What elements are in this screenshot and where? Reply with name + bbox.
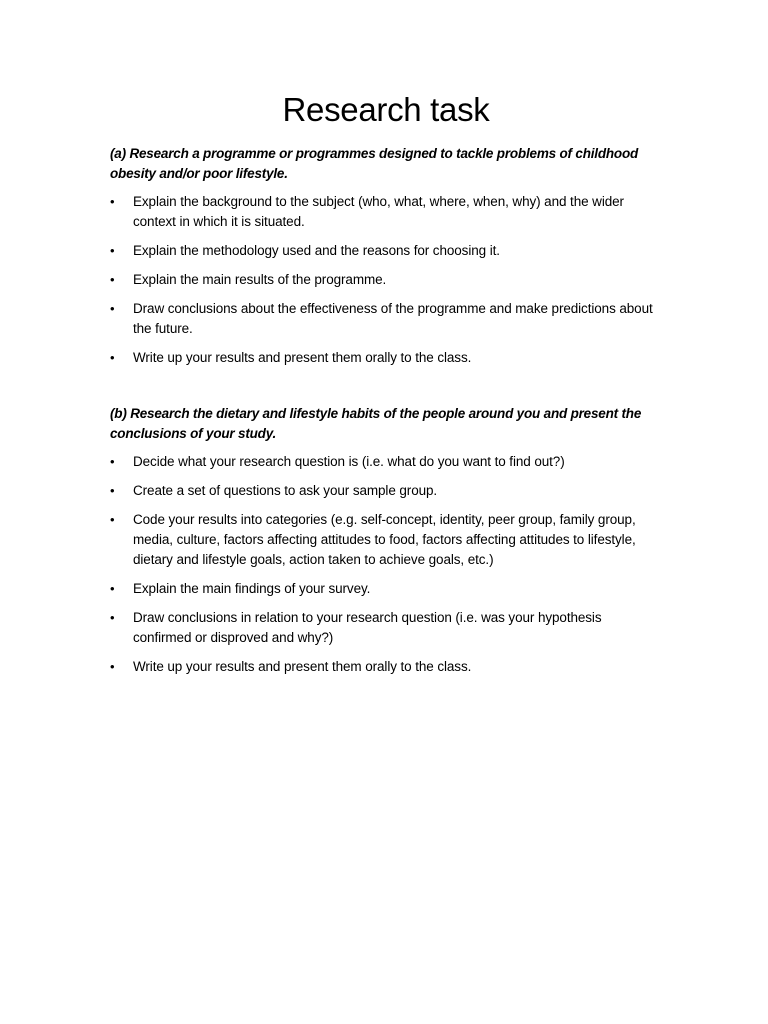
bullet-icon: • [110, 272, 115, 287]
list-item [110, 348, 662, 368]
bullet-icon: • [110, 659, 115, 674]
list-item-text: Code your results into categories (e.g. self-concept, identity, peer group, family group, media, culture, factors affecting attitudes to food, factors affecting attitudes to lifestyle, dietary and lifestyle goals, action taken to achieve goals, etc.) [133, 512, 636, 567]
list-item [110, 241, 662, 261]
list-item-text: Draw conclusions in relation to your research question (i.e. was your hypothesis confirmed or disproved and why?) [133, 610, 602, 645]
bullet-icon: • [110, 243, 115, 258]
page-title: Research task [282, 91, 490, 128]
document-page [110, 90, 662, 686]
list-item [110, 452, 662, 472]
bullet-list [110, 452, 662, 677]
section-a [110, 144, 662, 368]
list-item [110, 510, 662, 570]
bullet-icon: • [110, 512, 115, 527]
list-item-text: Explain the main findings of your survey. [133, 581, 371, 596]
list-item [110, 192, 662, 232]
bullet-icon: • [110, 483, 115, 498]
list-item [110, 270, 662, 290]
list-item-text: Write up your results and present them orally to the class. [133, 350, 472, 365]
section-heading: (b) Research the dietary and lifestyle habits of the people around you and present the conclusions of your study. [110, 406, 642, 441]
bullet-icon: • [110, 350, 115, 365]
bullet-icon: • [110, 581, 115, 596]
list-item [110, 657, 662, 677]
list-item-text: Draw conclusions about the effectiveness of the programme and make predictions about the future. [133, 301, 653, 336]
section-b [110, 404, 662, 677]
list-item-text: Create a set of questions to ask your sample group. [133, 483, 438, 498]
list-item-text: Decide what your research question is (i.e. what do you want to find out?) [133, 454, 565, 469]
list-item-text: Explain the methodology used and the reasons for choosing it. [133, 243, 500, 258]
list-item-text: Write up your results and present them orally to the class. [133, 659, 472, 674]
list-item [110, 608, 662, 648]
list-item-text: Explain the main results of the programme. [133, 272, 387, 287]
bullet-icon: • [110, 454, 115, 469]
bullet-icon: • [110, 610, 115, 625]
bullet-icon: • [110, 194, 115, 209]
bullet-list [110, 192, 662, 368]
list-item [110, 481, 662, 501]
section-heading: (a) Research a programme or programmes designed to tackle problems of childhood obesity and/or poor lifestyle. [110, 146, 639, 181]
list-item [110, 299, 662, 339]
bullet-icon: • [110, 301, 115, 316]
list-item-text: Explain the background to the subject (who, what, where, when, why) and the wider context in which it is situated. [133, 194, 624, 229]
list-item [110, 579, 662, 599]
